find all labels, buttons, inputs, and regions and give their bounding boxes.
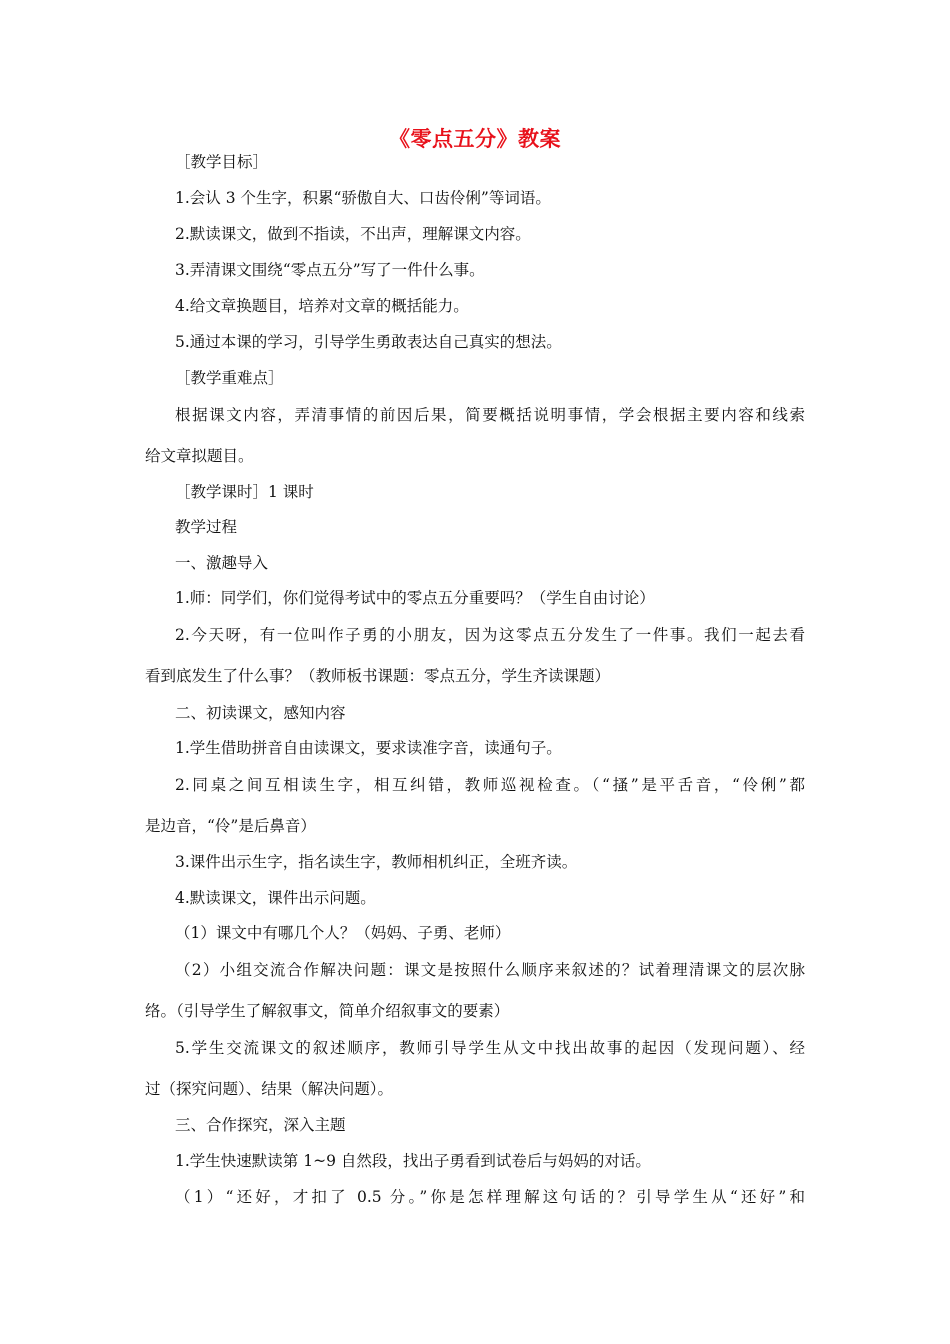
reading-item-3: 3.课件出示生字，指名读生字，教师相机纠正，全班齐读。 (175, 853, 578, 871)
goal-item-2: 2.默读课文，做到不指读，不出声，理解课文内容。 (175, 225, 531, 243)
goal-item-4: 4.给文章换题目，培养对文章的概括能力。 (175, 297, 469, 315)
intro-item-2-line-1: 2.今天呀，有一位叫作子勇的小朋友，因为这零点五分发生了一件事。我们一起去看 (175, 626, 805, 644)
document-title: 《零点五分》教案 (389, 127, 561, 151)
intro-item-1: 1.师：同学们，你们觉得考试中的零点五分重要吗？（学生自由讨论） (175, 589, 655, 607)
question-1: （1）课文中有哪几个人？（妈妈、子勇、老师） (175, 924, 511, 942)
reading-item-5-line-1: 5.学生交流课文的叙述顺序，教师引导学生从文中找出故事的起因（发现问题）、经 (175, 1039, 805, 1057)
explore-question-1: （1）“还好，才扣了 0.5 分。”你是怎样理解这句话的？引导学生从“还好”和 (175, 1188, 805, 1206)
question-2-line-2: 络。（引导学生了解叙事文，简单介绍叙事文的要素） (145, 1002, 510, 1020)
goal-item-5: 5.通过本课的学习，引导学生勇敢表达自己真实的想法。 (175, 333, 562, 351)
goal-item-3: 3.弄清课文围绕“零点五分”写了一件什么事。 (175, 261, 485, 279)
section-heading-process: 教学过程 (175, 518, 238, 536)
reading-item-2-line-2: 是边音，“伶”是后鼻音） (145, 817, 316, 835)
question-2-line-1: （2）小组交流合作解决问题：课文是按照什么顺序来叙述的？试着理清课文的层次脉 (175, 961, 805, 979)
intro-item-2-line-2: 看到底发生了什么事？（教师板书课题：零点五分，学生齐读课题） (145, 667, 611, 685)
goal-item-1: 1.会认 3 个生字，积累“骄傲自大、口齿伶俐”等词语。 (175, 189, 551, 207)
reading-item-5-line-2: 过（探究问题）、结果（解决问题）。 (145, 1080, 394, 1098)
key-points-paragraph-line-1: 根据课文内容，弄清事情的前因后果，简要概括说明事情，学会根据主要内容和线索 (175, 406, 805, 424)
reading-item-4: 4.默读课文，课件出示问题。 (175, 889, 376, 907)
part-heading-2: 二、初读课文，感知内容 (175, 704, 346, 722)
reading-item-2-line-1: 2.同桌之间互相读生字，相互纠错，教师巡视检查。（“搔”是平舌音，“伶俐”都 (175, 776, 805, 794)
section-heading-lesson-hours: ［教学课时］1 课时 (175, 483, 314, 501)
part-heading-3: 三、合作探究，深入主题 (175, 1116, 346, 1134)
reading-item-1: 1.学生借助拼音自由读课文，要求读准字音，读通句子。 (175, 739, 562, 757)
explore-item-1: 1.学生快速默读第 1~9 自然段，找出子勇看到试卷后与妈妈的对话。 (175, 1152, 651, 1170)
section-heading-goals: ［教学目标］ (175, 153, 269, 171)
section-heading-key-points: ［教学重难点］ (175, 369, 284, 387)
key-points-paragraph-line-2: 给文章拟题目。 (145, 447, 254, 465)
part-heading-1: 一、激趣导入 (175, 554, 269, 572)
